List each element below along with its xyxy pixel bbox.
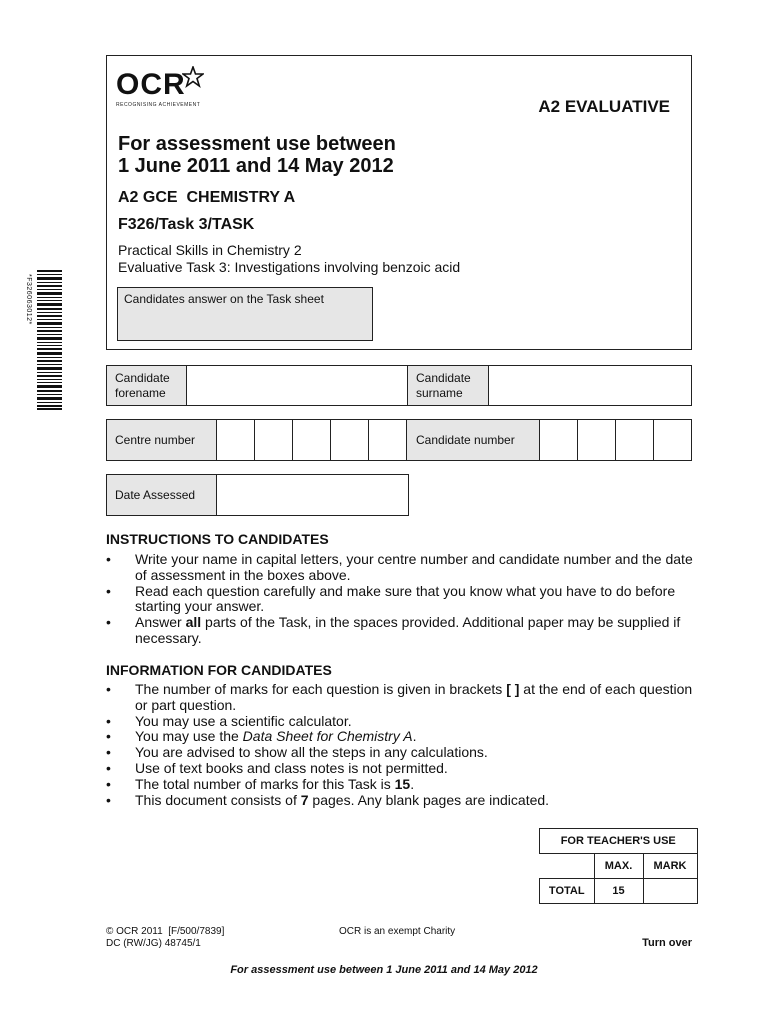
date-input[interactable] — [217, 475, 408, 515]
mark-input[interactable] — [643, 879, 697, 904]
paper-code: F326/Task 3/TASK — [118, 216, 255, 233]
instructions-list — [106, 552, 696, 647]
charity-text: OCR is an exempt Charity — [339, 926, 456, 937]
centre-number-label: Centre number — [115, 433, 196, 447]
list-item: • You are advised to show all the steps in any calculations. — [106, 745, 696, 761]
description-line-2: Evaluative Task 3: Investigations involving benzoic acid — [118, 259, 461, 275]
teacher-use-title: FOR TEACHER'S USE — [540, 829, 698, 854]
subject-title: A2 GCE CHEMISTRY A — [118, 189, 296, 206]
surname-input[interactable] — [489, 366, 691, 405]
assessment-line-1: For assessment use between — [118, 133, 396, 155]
barcode — [37, 270, 62, 410]
list-item: • Answer all parts of the Task, in the spaces provided. Additional paper may be supplied if necessary. — [106, 615, 696, 647]
surname-label: Candidate surname — [416, 371, 471, 400]
dc-code: DC (RW/JG) 48745/1 — [106, 938, 201, 949]
total-label: TOTAL — [540, 879, 595, 904]
information-list — [106, 682, 696, 808]
list-item: • You may use a scientific calculator. — [106, 714, 696, 730]
candidate-digit-box[interactable] — [540, 420, 578, 460]
forename-input[interactable] — [187, 366, 407, 405]
list-item: • The number of marks for each question is given in brackets [ ] at the end of each question or part question. — [106, 682, 696, 714]
tier-label: A2 EVALUATIVE — [538, 97, 670, 116]
instructions-heading: INSTRUCTIONS TO CANDIDATES — [106, 531, 329, 547]
centre-label-cell — [107, 420, 217, 460]
information-heading: INFORMATION FOR CANDIDATES — [106, 662, 332, 678]
mark-header: MARK — [643, 854, 697, 879]
ocr-logo — [116, 70, 204, 108]
logo-text: OCR — [116, 68, 186, 101]
surname-label-cell — [407, 366, 489, 405]
date-assessed-label: Date Assessed — [115, 488, 196, 502]
date-label-cell — [107, 475, 217, 515]
max-value: 15 — [594, 879, 643, 904]
centre-digit-box[interactable] — [255, 420, 293, 460]
logo-tagline: RECOGNISING ACHIEVEMENT — [116, 102, 201, 108]
turn-over-label: Turn over — [642, 937, 692, 949]
max-header: MAX. — [594, 854, 643, 879]
date-row — [106, 474, 409, 516]
number-row — [106, 419, 692, 461]
list-item: • Use of text books and class notes is not permitted. — [106, 761, 696, 777]
candidate-digit-box[interactable] — [616, 420, 654, 460]
list-item: • Read each question carefully and make sure that you know what you have to do before starting your answer. — [106, 584, 696, 616]
teacher-use-table — [539, 828, 698, 904]
centre-digit-box[interactable] — [293, 420, 331, 460]
footer-left — [106, 926, 224, 950]
description-line-1: Practical Skills in Chemistry 2 — [118, 242, 302, 258]
candidate-number-label-cell — [407, 420, 540, 460]
candidate-number-label: Candidate number — [416, 433, 515, 447]
candidate-digit-box[interactable] — [578, 420, 616, 460]
answer-note: Candidates answer on the Task sheet — [124, 292, 324, 306]
copyright-text: © OCR 2011 [F/500/7839] — [106, 926, 225, 937]
answer-note-box — [117, 287, 373, 341]
list-item: • This document consists of 7 pages. Any blank pages are indicated. — [106, 793, 696, 809]
list-item: • The total number of marks for this Task is 15. — [106, 777, 696, 793]
bottom-note: For assessment use between 1 June 2011 and 14 May 2012 — [230, 964, 538, 976]
list-item: • Write your name in capital letters, your centre number and candidate number and the date of assessment in the boxes above. — [106, 552, 696, 584]
barcode-digits: *F326063012* — [25, 274, 32, 325]
centre-digit-box[interactable] — [331, 420, 369, 460]
star-icon — [182, 66, 204, 88]
task-description — [118, 242, 460, 276]
candidate-name-row — [106, 365, 692, 406]
centre-digit-box[interactable] — [217, 420, 255, 460]
forename-label: Candidate forename — [115, 371, 170, 400]
list-item: • You may use the Data Sheet for Chemistry A. — [106, 729, 696, 745]
centre-digit-box[interactable] — [369, 420, 407, 460]
forename-label-cell — [107, 366, 187, 405]
assessment-line-2: 1 June 2011 and 14 May 2012 — [118, 155, 394, 177]
assessment-title — [118, 133, 396, 177]
blank-cell — [540, 854, 595, 879]
candidate-digit-box[interactable] — [654, 420, 691, 460]
